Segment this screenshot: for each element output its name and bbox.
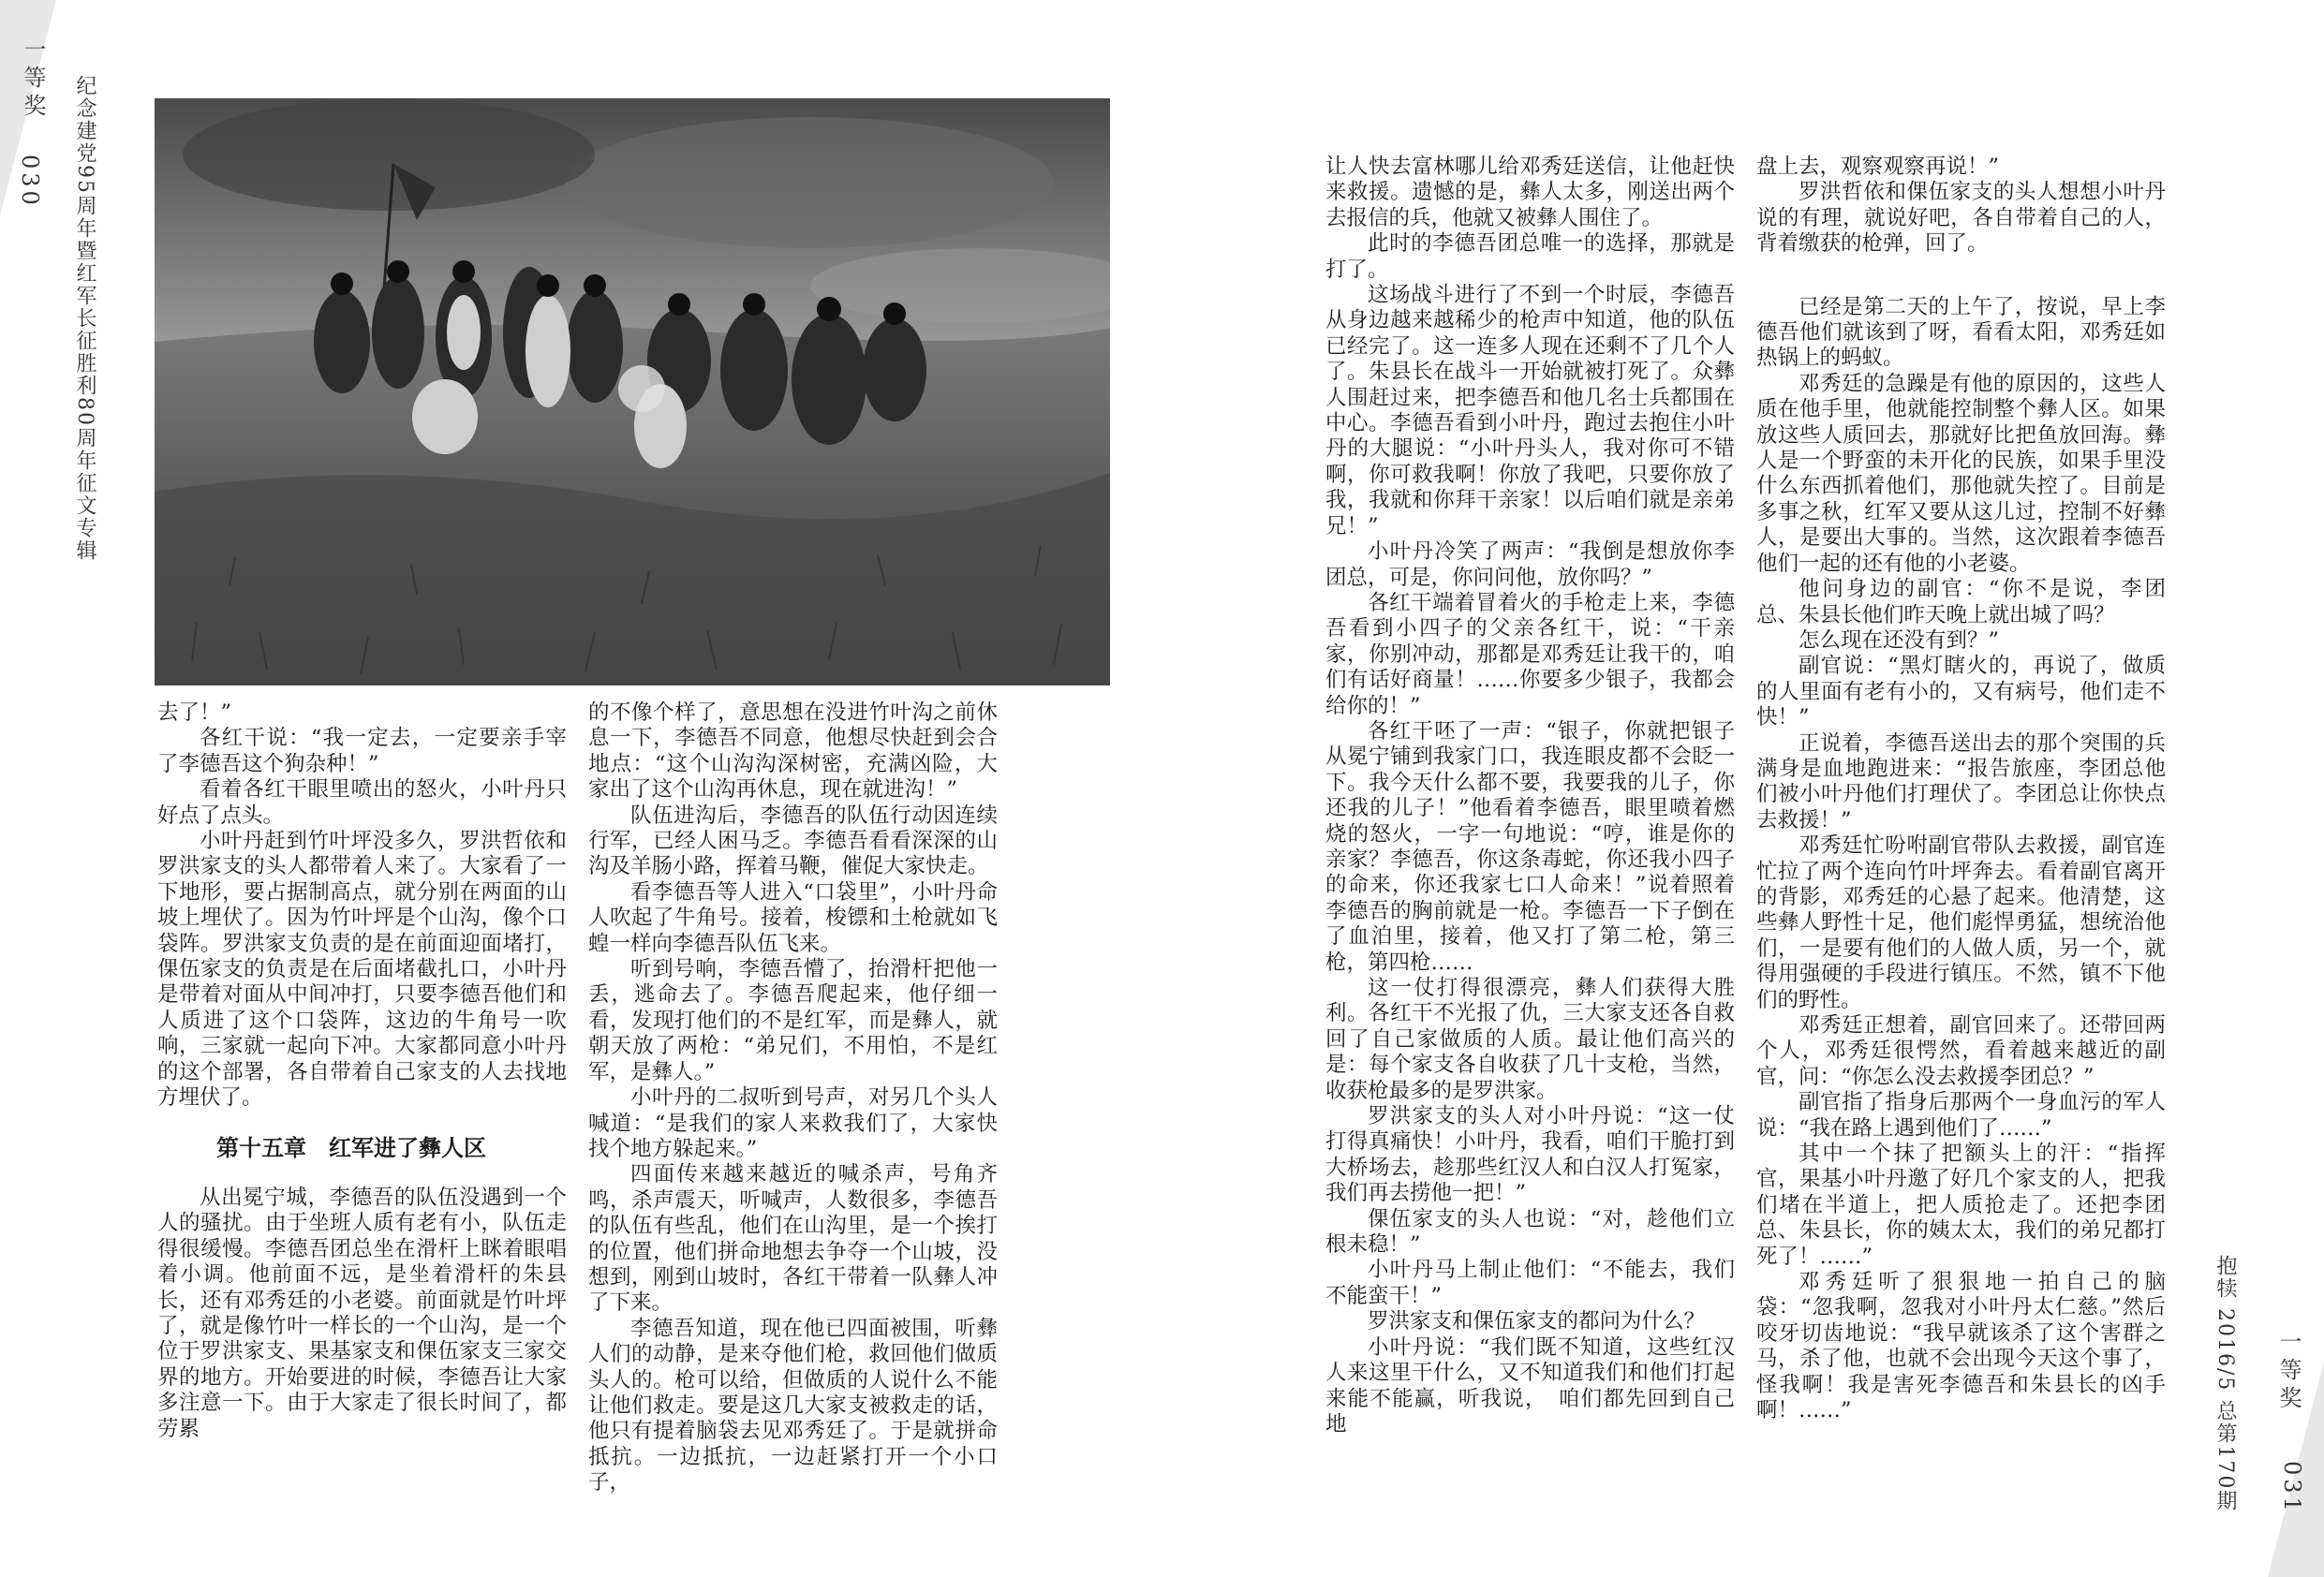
paragraph: 小叶丹马上制止他们：“不能去，我们不能蛮干！” bbox=[1325, 1258, 1735, 1308]
paragraph: 邓秀廷的急躁是有他的原因的，这些人质在他手里，他就能控制整个彝人区。如果放这些人质回去，那就好比把鱼放回海。彝人是一个野蛮的未开化的民族，如果手里没什么东西抓着他们，那他就失控了。目前是多事之秋，红军又要从这儿过，控制不好彝人，是要出大事的。当然，这次跟着李德吾他们一起的还有他的小老婆。 bbox=[1756, 371, 2166, 576]
section-break bbox=[1756, 258, 2166, 295]
paragraph: 小叶丹的二叔听到号声，对另几个头人喊道：“是我们的家人来救我们了，大家快找个地方躲起来。” bbox=[588, 1085, 998, 1161]
text-column-1 bbox=[157, 700, 567, 1442]
paragraph: 已经是第二天的上午了，按说，早上李德吾他们就该到了呀，看看太阳，邓秀廷如热锅上的蚂蚁。 bbox=[1756, 294, 2166, 371]
paragraph: 这一仗打得很漂亮，彝人们获得大胜利。各红干不光报了仇，三大家支还各自救回了自己家做质的人质。最让他们高兴的是：每个家支各自收获了几十支枪，当然，收获枪最多的是罗洪家。 bbox=[1325, 976, 1735, 1103]
paragraph: 李德吾知道，现在他已四面被围，听彝人们的动静，是来夺他们枪，救回他们做质头人的。枪可以给，但做质的人说什么不能让他们救走。要是这几大家支被救走的话，他只有提着脑袋去见邓秀廷了。于是就拼命抵抗。一边抵抗，一边赶紧打开一个小口子， bbox=[588, 1316, 998, 1496]
journal-issue: 抱犊 2016/5 总第170期 bbox=[2213, 1255, 2237, 1513]
paragraph: 的不像个样了，意思想在没进竹叶沟之前休息一下，李德吾不同意，他想尽快赶到会合地点：“这个山沟沟深树密，充满凶险，大家出了这个山沟再休息，现在就进沟！” bbox=[588, 700, 998, 803]
paragraph: 他问身边的副官：“你不是说，李团总、朱县长他们昨天晚上就出城了吗？ bbox=[1756, 577, 2166, 627]
paragraph: 罗洪哲依和倮伍家支的头人想想小叶丹说的有理，就说好吧，各自带着自己的人，背着缴获的枪弹，回了。 bbox=[1756, 180, 2166, 257]
paragraph: 罗洪家支和倮伍家支的都问为什么？ bbox=[1368, 1309, 1706, 1334]
paragraph: 各红干说：“我一定去，一定要亲手宰了李德吾这个狗杂种！” bbox=[157, 726, 567, 776]
paragraph: 看着各红干眼里喷出的怒火，小叶丹只好点了点头。 bbox=[157, 777, 567, 828]
paragraph: 小叶丹说：“我们既不知道，这些红汉人来这里干什么，又不知道我们和他们打起来能不能赢，听我说， 咱们都先回到自己地 bbox=[1325, 1334, 1735, 1437]
paragraph: 这场战斗进行了不到一个时辰，李德吾从身边越来越稀少的枪声中知道，他的队伍已经完了。这一连多人现在还剩不了几个人了。朱县长在战斗一开始就被打死了。众彝人围赶过来，把李德吾和他几名士兵都围在中心。李德吾看到小叶丹，跑过去抱住小叶丹的大腿说：“小叶丹头人，我对你可不错啊，你可救我啊！你放了我吧，只要你放了我，我就和你拜干亲家！以后咱们就是亲弟兄！” bbox=[1325, 283, 1735, 538]
award-label-right: 一等奖 bbox=[2275, 1330, 2302, 1414]
paragraph: 盘上去，观察观察再说！” bbox=[1756, 155, 2000, 179]
paragraph: 副官说：“黑灯瞎火的，再说了，做质的人里面有老有小的，又有病号，他们走不快！” bbox=[1756, 654, 2166, 730]
paragraph: 各红干端着冒着火的手枪走上来，李德吾看到小四子的父亲各红干，说：“干亲家，你别冲动，那都是邓秀廷让我干的，咱们有话好商量！……你要多少银子，我都会给你的！” bbox=[1325, 590, 1735, 718]
paragraph: 邓秀廷忙吩咐副官带队去救援，副官连忙拉了两个连向竹叶坪奔去。看着副官离开的背影，邓秀廷的心悬了起来。他清楚，这些彝人野性十足，他们彪悍勇猛，想统治他们，一是要有他们的人做人质，另一个，就得用强硬的手段进行镇压。不然，镇不下他们的野性。 bbox=[1756, 833, 2166, 1012]
paragraph: 倮伍家支的头人也说：“对，趁他们立根未稳！” bbox=[1325, 1206, 1735, 1258]
text-column-2 bbox=[588, 700, 998, 1496]
paragraph: 四面传来越来越近的喊杀声，号角齐鸣，杀声震天，听喊声，人数很多，李德吾的队伍有些乱，他们在山沟里，是一个挨打的位置，他们拼命地想去争夺一个山坡，没想到，刚到山坡时，各红干带着一队彝人冲了下来。 bbox=[588, 1162, 998, 1316]
page-number-left: 030 bbox=[17, 155, 43, 209]
paragraph: 从出冕宁城，李德吾的队伍没遇到一个人的骚扰。由于坐班人质有老有小，队伍走得很缓慢。李德吾团总坐在滑杆上眯着眼唱着小调。他前面不远，是坐着滑杆的朱县长，还有邓秀廷的小老婆。前面就是竹叶坪了，就是像竹叶一样长的一个山沟，是一个位于罗洪家支、果基家支和倮伍家支三家交界的地方。开始要进的时候，李德吾让大家多注意一下。由于大家走了很长时间了，都劳累 bbox=[157, 1185, 567, 1441]
chapter-title: 第十五章 红军进了彝人区 bbox=[216, 1134, 486, 1161]
paragraph: 让人快去富林哪儿给邓秀廷送信，让他赶快来救援。遗憾的是，彝人太多，刚送出两个去报信的兵，他就又被彝人围住了。 bbox=[1325, 155, 1735, 230]
special-issue-title: 纪念建党95周年暨红军长征胜利80周年征文专辑 bbox=[73, 75, 96, 562]
paragraph: 罗洪家支的头人对小叶丹说：“这一仗打得真痛快！小叶丹，我看，咱们干脆打到大桥场去，趁那些红汉人和白汉人打冤家，我们再去捞他一把！” bbox=[1325, 1104, 1735, 1206]
paragraph: 邓秀廷正想着，副官回来了。还带回两个人，邓秀廷很愕然，看着越来越近的副官，问：“你怎么没去救援李团总？” bbox=[1756, 1013, 2166, 1089]
paragraph: 看李德吾等人进入“口袋里”，小叶丹命人吹起了牛角号。接着，梭镖和土枪就如飞蝗一样向李德吾队伍飞来。 bbox=[588, 879, 998, 956]
paragraph: 此时的李德吾团总唯一的选择，那就是打了。 bbox=[1325, 231, 1735, 282]
paragraph: 各红干呸了一声：“银子，你就把银子从冕宁铺到我家门口，我连眼皮都不会眨一下。我今天什么都不要，我要我的儿子，你还我的儿子！”他看着李德吾，眼里喷着燃烧的怒火，一字一句地说：“哼，谁是你的亲家？李德吾，你这条毒蛇，你还我小四子的命来，你还我家七口人命来！”说着照着李德吾的胸前就是一枪。李德吾一下子倒在了血泊里，接着，他又打了第二枪，第三枪，第四枪…… bbox=[1325, 718, 1735, 975]
text-column-4 bbox=[1756, 155, 2166, 1424]
paragraph: 去了！” bbox=[157, 700, 232, 725]
paragraph: 正说着，李德吾送出去的那个突围的兵满身是血地跑进来：“报告旅座，李团总他们被小叶丹他们打理伏了。李团总让你快点去救援！” bbox=[1756, 730, 2166, 833]
paragraph: 小叶丹赶到竹叶坪没多久，罗洪哲依和罗洪家支的头人都带着人来了。大家看了一下地形，要占据制高点，就分别在两面的山坡上埋伏了。因为竹叶坪是个山沟，像个口袋阵。罗洪家支负责的是在前面迎面堵打，倮伍家支的负责是在后面堵截扎口，小叶丹是带着对面从中间冲打，只要李德吾他们和人质进了这个口袋阵，这边的牛角号一吹响，三家就一起向下冲。大家都同意小叶丹的这个部署，各自带着自己家支的人去找地方埋伏了。 bbox=[157, 829, 567, 1111]
painting-red-army-march-icon bbox=[155, 98, 1110, 685]
paragraph: 小叶丹冷笑了两声：“我倒是想放你李团总，可是，你问问他，放你吗？” bbox=[1325, 539, 1735, 590]
paragraph: 副官指了指身后那两个一身血污的军人说：“我在路上遇到他们了……” bbox=[1756, 1090, 2166, 1141]
paragraph: 怎么现在还没有到？” bbox=[1799, 627, 2000, 653]
paragraph: 队伍进沟后，李德吾的队伍行动因连续行军，已经人困马乏。李德吾看看深深的山沟及羊肠小路，挥着马鞭，催促大家快走。 bbox=[588, 803, 998, 879]
award-label-left: 一等奖 bbox=[20, 37, 46, 122]
paragraph: 听到号响，李德吾懵了，抬滑杆把他一丢，逃命去了。李德吾爬起来，他仔细一看，发现打他们的不是红军，而是彝人，就朝天放了两枪：“弟兄们，不用怕，不是红军，是彝人。” bbox=[588, 957, 998, 1084]
text-column-3 bbox=[1325, 155, 1735, 1437]
page-number-right: 031 bbox=[2279, 1461, 2305, 1515]
paragraph: 邓秀廷听了狠狠地一拍自己的脑袋：“忽我啊，忽我对小叶丹太仁慈。”然后咬牙切齿地说：“我早就该杀了这个害群之马，杀了他，也就不会出现今天这个事了，怪我啊！我是害死李德吾和朱县长的凶手啊！……” bbox=[1756, 1270, 2166, 1423]
paragraph: 其中一个抹了把额头上的汗：“指挥官，果基小叶丹邀了好几个家支的人，把我们堵在半道上，把人质抢走了。还把李团总、朱县长，你的姨太太，我们的弟兄都打死了！……” bbox=[1756, 1142, 2166, 1269]
